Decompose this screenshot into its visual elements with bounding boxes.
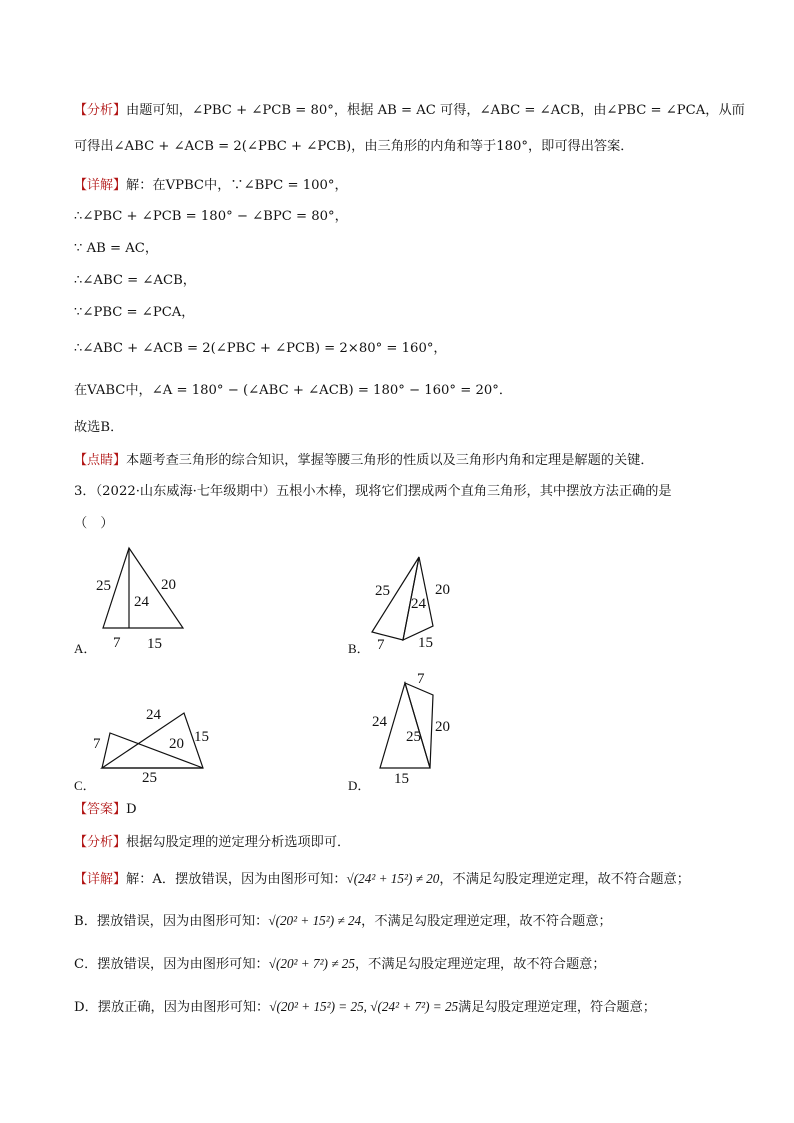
detail-c-formula: √(20² + 7²) ≠ 25 [268, 956, 355, 971]
question-line-2: （ ） [74, 516, 114, 531]
detail-tag: 【详解】 [74, 178, 127, 193]
answer-value: D [126, 802, 137, 817]
figure-a-15: 15 [147, 636, 162, 652]
figure-c-24: 24 [146, 707, 161, 723]
analysis-text-1: 由题可知，∠PBC + ∠PCB = 80°，根据 AB = AC 可得，∠ABC = ∠ACB，由∠PBC = ∠PCA，从而 [126, 103, 745, 118]
figure-d-right-triangle [405, 683, 433, 768]
figure-a-7: 7 [113, 635, 121, 651]
detail-d-prefix: D．摆放正确，因为由图形可知： [74, 1000, 270, 1015]
figure-c-20: 20 [169, 736, 184, 752]
figure-d-20: 20 [435, 719, 450, 735]
choice-line: 故选B． [74, 420, 124, 435]
detail-b-line [74, 911, 612, 932]
detail-d-formula: √(20² + 15²) = 25, √(24² + 7²) = 25 [269, 999, 459, 1014]
detail-text-1: 解：在VPBC中，∵∠BPC = 100°， [126, 178, 348, 193]
detail-a-line [74, 869, 690, 890]
figure-b-15: 15 [418, 635, 433, 651]
detail-c-suffix: ，不满足勾股定理逆定理，故不符合题意； [354, 957, 606, 972]
figure-b-20: 20 [435, 582, 450, 598]
figure-a-20: 20 [161, 577, 176, 593]
option-b-label: B． [348, 641, 370, 656]
detail-b-suffix: ，不满足勾股定理逆定理，故不符合题意； [361, 914, 612, 929]
figure-c-7: 7 [93, 736, 101, 752]
analysis-tag: 【分析】 [74, 103, 127, 118]
figure-d-15: 15 [394, 771, 409, 787]
figure-option-d [372, 671, 450, 787]
step-5: ∴∠ABC + ∠ACB = 2(∠PBC + ∠PCB) = 2×80° = 160°， [74, 341, 447, 356]
comment-tag: 【点睛】 [74, 453, 127, 468]
step-6: 在VABC中，∠A = 180° − (∠ABC + ∠ACB) = 180° − 160° = 20°． [74, 383, 513, 398]
figure-a-24: 24 [134, 594, 149, 610]
figure-option-b [372, 557, 450, 653]
figure-a-25: 25 [96, 578, 111, 594]
detail-a-prefix: 解：A．摆放错误，因为由图形可知： [126, 872, 347, 887]
answer-tag: 【答案】 [74, 802, 127, 817]
figure-b-7: 7 [377, 637, 385, 653]
figure-d-7: 7 [417, 671, 425, 687]
step-3: ∴∠ABC = ∠ACB， [74, 273, 196, 288]
figure-d-25: 25 [406, 729, 421, 745]
step-4: ∵∠PBC = ∠PCA， [74, 305, 195, 320]
figure-c-15: 15 [194, 729, 209, 745]
detail-d-line [74, 997, 656, 1018]
comment-text: 本题考查三角形的综合知识，掌握等腰三角形的性质以及三角形内角和定理是解题的关键． [126, 453, 654, 468]
figure-d-24: 24 [372, 714, 387, 730]
figure-option-a [96, 548, 183, 652]
step-1: ∴∠PBC + ∠PCB = 180° − ∠BPC = 80°， [74, 209, 348, 224]
figure-c-triangle-1 [102, 733, 203, 768]
detail-c-prefix: C．摆放错误，因为由图形可知： [74, 957, 269, 972]
option-a-label: A． [74, 641, 97, 656]
option-d-label: D． [348, 778, 371, 793]
detail-b-prefix: B．摆放错误，因为由图形可知： [74, 914, 269, 929]
detail-c-line [74, 954, 606, 975]
analysis-line-2: 可得出∠ABC + ∠ACB = 2(∠PBC + ∠PCB)，由三角形的内角和等于180°，即可得出答案． [74, 139, 634, 154]
step-2: ∵ AB = AC， [74, 241, 159, 256]
question-line-1: 3．（2022·山东威海·七年级期中）五根小木棒，现将它们摆成两个直角三角形，其中摆放方法正确的是 [74, 484, 672, 499]
answer-detail-tag: 【详解】 [74, 872, 127, 887]
detail-a-formula: √(24² + 15²) ≠ 20 [346, 871, 440, 886]
answer-line [74, 800, 137, 820]
detail-b-formula: √(20² + 15²) ≠ 24 [268, 913, 362, 928]
detail-d-suffix: 满足勾股定理逆定理，符合题意； [458, 1000, 656, 1015]
figure-b-24: 24 [411, 596, 426, 612]
answer-analysis-tag: 【分析】 [74, 835, 127, 850]
answer-analysis-line [74, 833, 350, 853]
detail-a-suffix: ，不满足勾股定理逆定理，故不符合题意； [439, 872, 690, 887]
figure-d-left-triangle [380, 683, 430, 768]
option-c-label: C． [74, 778, 96, 793]
answer-analysis-text: 根据勾股定理的逆定理分析选项即可． [126, 835, 351, 850]
figure-b-25: 25 [375, 583, 390, 599]
figure-c-25: 25 [142, 770, 157, 786]
figure-option-c [93, 707, 209, 786]
